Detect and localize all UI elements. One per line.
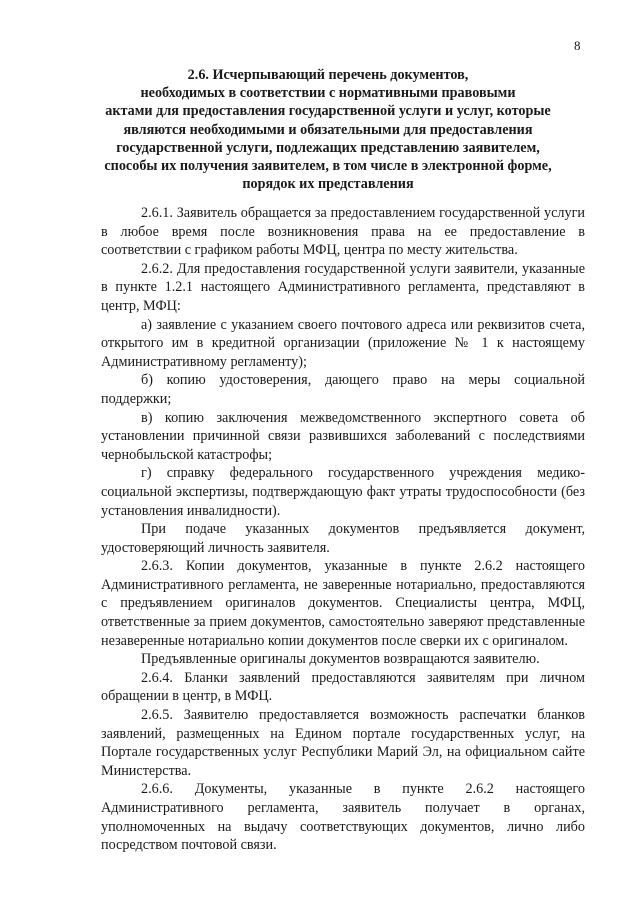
paragraph-2-6-4: 2.6.4. Бланки заявлений предоставляются заявителям при личном обращении в центр, в МФЦ.	[101, 669, 585, 705]
section-title-line: необходимых в соответствии с нормативными правовыми	[140, 85, 516, 102]
paragraph-2-6-6: 2.6.6. Документы, указанные в пункте 2.6.2 настоящего Административного регламента, заявитель получает в органах, уполномоченных на выдачу соответствующих документов, лично либо посредством почтовой связи.	[101, 781, 585, 854]
list-item-a: а) заявление с указанием своего почтового адреса или реквизитов счета, открытого им в кредитной организации (приложение № 1 к настоящему Административному регламенту);	[101, 316, 585, 370]
list-item-v: в) копию заключения межведомственного экспертного совета об установлении причинной связи развившихся заболеваний с последствиями чернобыльской катастрофы;	[101, 409, 585, 463]
section-title-line: порядок их представления	[242, 176, 414, 193]
paragraph-identity-document: При подаче указанных документов предъявляется документ, удостоверяющий личность заявителя.	[101, 521, 585, 556]
paragraph-2-6-5: 2.6.5. Заявителю предоставляется возможность распечатки бланков заявлений, размещенных на Едином портале государственных услуг, на Портале государственных услуг Республики Марий Эл, на официальном сайте Министерства.	[101, 707, 585, 779]
section-title-line: способы их получения заявителем, в том числе в электронной форме,	[104, 158, 552, 175]
paragraph-2-6-2: 2.6.2. Для предоставления государственной услуги заявители, указанные в пункте 1.2.1 настоящего Административного регламента, представляют в центр, МФЦ:	[101, 260, 585, 314]
section-title	[80, 66, 576, 193]
section-title-line: 2.6. Исчерпывающий перечень документов,	[187, 67, 469, 83]
list-item-b: б) копию удостоверения, дающего право на меры социальной поддержки;	[101, 372, 585, 407]
paragraph-2-6-3: 2.6.3. Копии документов, указанные в пункте 2.6.2 настоящего Административного регламента, не заверенные нотариально, предоставляются с предъявлением оригиналов документов. Специалисты центра, МФЦ, ответственные за прием документов, самостоятельно заверяют представленные незаверенные нотариально копии документов после сверки их с оригиналом.	[101, 558, 585, 649]
list-item-g: г) справку федерального государственного учреждения медико-социальной экспертизы, подтверждающую факт утраты трудоспособности (без установления инвалидности).	[101, 465, 585, 519]
paragraph-2-6-1: 2.6.1. Заявитель обращается за предоставлением государственной услуги в любое время после возникновения права на ее предоставление в соответствии с графиком работы МФЦ, центра по месту жительства.	[101, 205, 585, 259]
paragraph-originals-returned: Предъявленные оригиналы документов возвращаются заявителю.	[141, 651, 540, 668]
section-title-line: государственной услуги, подлежащих представлению заявителем,	[116, 139, 540, 156]
page-number: 8	[574, 38, 581, 53]
section-title-line: являются необходимыми и обязательными для предоставления	[123, 121, 533, 138]
section-title-line: актами для предоставления государственной услуги и услуг, которые	[105, 103, 551, 120]
document-body	[101, 204, 585, 855]
